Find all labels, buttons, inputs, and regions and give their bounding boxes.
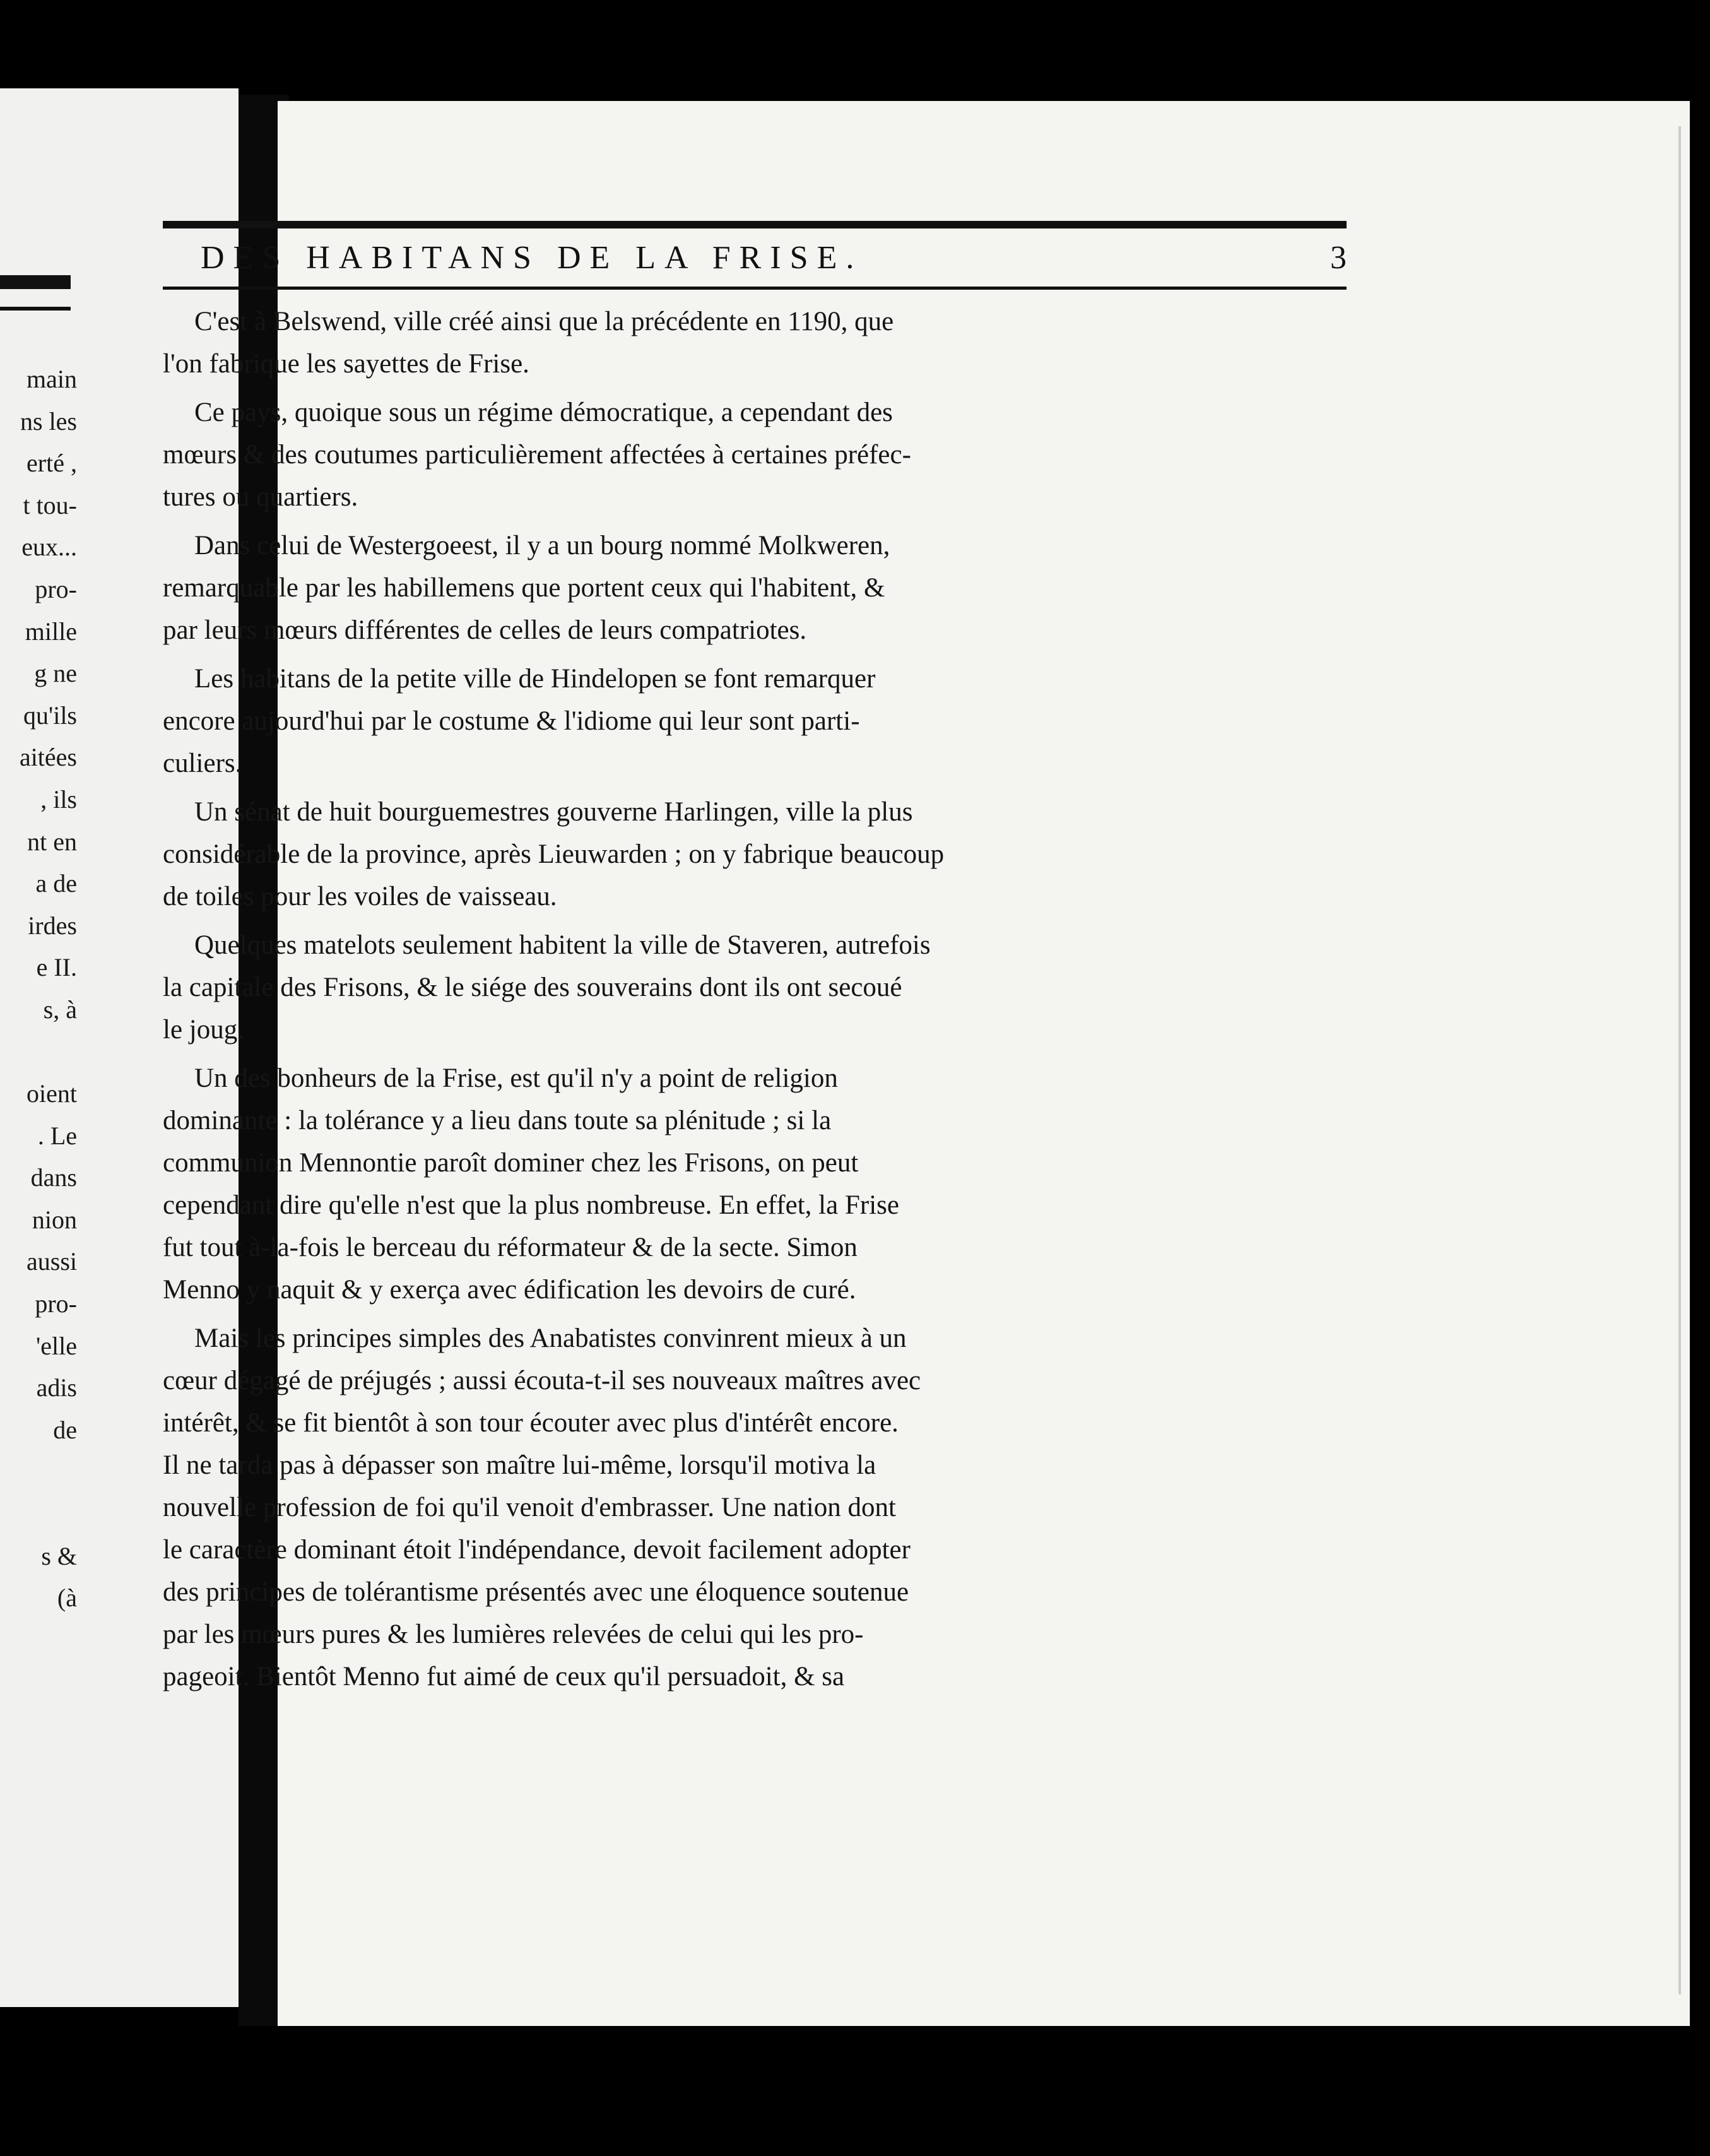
header-rule-bottom xyxy=(163,287,1347,290)
text-line: tures ou quartiers. xyxy=(163,482,358,512)
text-line: la capitale des Frisons, & le siége des souverains dont ils ont secoué xyxy=(163,973,902,1002)
left-page-line: main xyxy=(27,365,77,393)
left-page-line: (à xyxy=(57,1584,77,1613)
text-line: cependant dire qu'elle n'est que la plus nombreuse. En effet, la Frise xyxy=(163,1190,899,1220)
text-line: C'est à Belswend, ville créé ainsi que la précédente en 1190, que xyxy=(194,307,894,336)
paragraph xyxy=(163,391,1362,518)
left-page-line: pro- xyxy=(35,1289,77,1318)
left-page-line: 'elle xyxy=(36,1331,77,1360)
text-line: le joug. xyxy=(163,1015,244,1045)
page-number: 3 xyxy=(1330,240,1347,276)
text-line: des principes de tolérantisme présentés avec une éloquence soutenue xyxy=(163,1577,909,1607)
text-line: culiers. xyxy=(163,749,242,778)
text-line: Les habitans de la petite ville de Hindelopen se font remarquer xyxy=(194,664,876,694)
paragraph xyxy=(163,658,1362,785)
left-page-line: s & xyxy=(41,1541,77,1570)
left-page-line: ns les xyxy=(20,406,77,435)
text-line: mœurs & des coutumes particulièrement affectées à certaines préfec- xyxy=(163,440,911,470)
paragraph xyxy=(163,524,1362,651)
text-line: cœur dégagé de préjugés ; aussi écouta-t-il ses nouveaux maîtres avec xyxy=(163,1366,921,1395)
left-page-line: aitées xyxy=(19,743,77,772)
paragraph-spacing xyxy=(163,918,1362,924)
left-page-line: g ne xyxy=(34,659,77,688)
left-page-line: adis xyxy=(36,1373,77,1402)
left-page-rule-thick xyxy=(0,275,71,289)
running-head xyxy=(163,237,1347,279)
text-line: fut tout à-la-fois le berceau du réformateur & de la secte. Simon xyxy=(163,1233,858,1262)
left-page-line: dans xyxy=(30,1163,77,1192)
page-body-text xyxy=(163,300,1362,1698)
left-page-line xyxy=(0,1031,77,1074)
text-line: Mais les principes simples des Anabatistes convinrent mieux à un xyxy=(194,1324,907,1353)
left-page-line: . Le xyxy=(37,1121,77,1150)
left-page-line xyxy=(0,1493,77,1536)
left-page-line: , ils xyxy=(40,785,77,814)
left-page-line: a de xyxy=(35,869,77,898)
text-line: Un des bonheurs de la Frise, est qu'il n'y a point de religion xyxy=(194,1063,838,1093)
left-page-line: nt en xyxy=(27,827,77,856)
left-page-line: e II. xyxy=(36,953,77,982)
left-page-line: qu'ils xyxy=(23,701,77,730)
paragraph-spacing xyxy=(163,785,1362,791)
text-line: encore aujourd'hui par le costume & l'idiome qui leur sont parti- xyxy=(163,706,860,736)
paragraph xyxy=(163,300,1362,385)
text-line: Menno y naquit & y exerça avec édification les devoirs de curé. xyxy=(163,1275,856,1305)
paragraph xyxy=(163,1057,1362,1311)
left-page-line: eux... xyxy=(21,533,77,562)
text-line: de toiles pour les voiles de vaisseau. xyxy=(163,882,557,911)
paragraph-spacing xyxy=(163,1051,1362,1057)
header-rule-top xyxy=(163,221,1347,228)
text-line: communion Mennontie paroît dominer chez les Frisons, on peut xyxy=(163,1148,859,1178)
left-page-line: oient xyxy=(27,1079,77,1108)
running-title: DES HABITANS DE LA FRISE. xyxy=(201,240,863,276)
text-line: par les mœurs pures & les lumières relevées de celui qui les pro- xyxy=(163,1620,864,1649)
text-line: intérêt, & se fit bientôt à son tour écouter avec plus d'intérêt encore. xyxy=(163,1408,899,1438)
text-line: Quelques matelots seulement habitent la ville de Staveren, autrefois xyxy=(194,930,931,960)
text-line: par leurs mœurs différentes de celles de leurs compatriotes. xyxy=(163,615,807,645)
left-page-line: pro- xyxy=(35,574,77,603)
paragraph xyxy=(163,1317,1362,1698)
left-page-line: s, à xyxy=(43,995,77,1024)
text-line: le caractère dominant étoit l'indépendance, devoit facilement adopter xyxy=(163,1535,911,1565)
left-page-line: t tou- xyxy=(23,490,77,519)
paragraph-spacing xyxy=(163,518,1362,524)
left-page-line: mille xyxy=(25,617,77,646)
paragraph xyxy=(163,791,1362,918)
left-page-line-endings xyxy=(0,358,77,1620)
paragraph-spacing xyxy=(163,1311,1362,1317)
left-page-line: nion xyxy=(32,1205,77,1234)
left-page-line: de xyxy=(53,1415,77,1444)
paragraph xyxy=(163,924,1362,1051)
text-line: Il ne tarda pas à dépasser son maître lui-même, lorsqu'il motiva la xyxy=(163,1450,876,1480)
paragraph-spacing xyxy=(163,651,1362,658)
text-line: remarquable par les habillemens que portent ceux qui l'habitent, & xyxy=(163,573,885,603)
left-page-rule-thin xyxy=(0,307,71,311)
text-line: considérable de la province, après Lieuwarden ; on y fabrique beaucoup xyxy=(163,839,945,869)
page-edge-shadow xyxy=(1678,126,1681,1994)
left-page-line: aussi xyxy=(27,1247,77,1276)
paragraph-spacing xyxy=(163,385,1362,391)
text-line: pageoit. Bientôt Menno fut aimé de ceux qu'il persuadoit, & sa xyxy=(163,1662,845,1691)
text-line: l'on fabrique les sayettes de Frise. xyxy=(163,349,529,379)
text-line: Dans celui de Westergoeest, il y a un bourg nommé Molkweren, xyxy=(194,531,890,560)
left-page-line: irdes xyxy=(28,911,77,940)
text-line: Un sénat de huit bourguemestres gouverne Harlingen, ville la plus xyxy=(194,797,913,827)
left-page-line xyxy=(0,1451,77,1493)
text-line: dominante : la tolérance y a lieu dans toute sa plénitude ; si la xyxy=(163,1106,832,1135)
text-line: nouvelle profession de foi qu'il venoit d'embrasser. Une nation dont xyxy=(163,1493,896,1522)
left-page-line: erté , xyxy=(27,449,77,478)
text-line: Ce pays, quoique sous un régime démocratique, a cependant des xyxy=(194,398,893,427)
